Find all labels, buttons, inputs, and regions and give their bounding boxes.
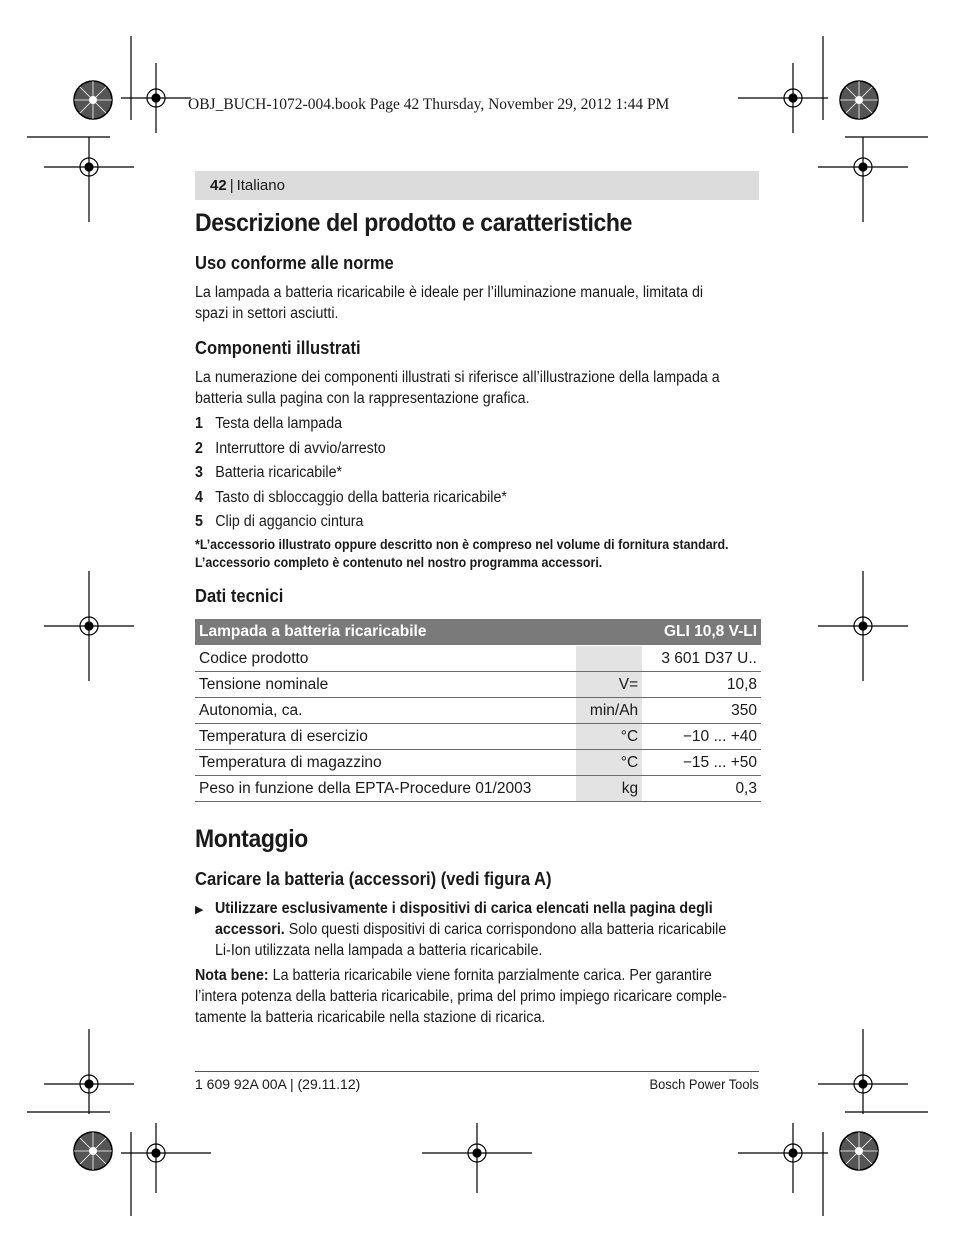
- nota-label: Nota bene:: [195, 967, 269, 984]
- nota-paragraph: [195, 965, 761, 1028]
- item-number: 4: [195, 488, 203, 506]
- uso-line-1: La lampada a batteria ricaricabile è ideale per l’illuminazione manuale, limitata di: [195, 284, 704, 301]
- nota-line-1-rest: La batteria ricaricabile viene fornita parzialmente carica. Per garantire: [268, 967, 712, 984]
- warning-text: [215, 898, 767, 961]
- row-value: 3 601 D37 U..: [642, 646, 761, 672]
- row-unit: [576, 646, 642, 672]
- footer-divider: [195, 1071, 759, 1072]
- row-unit: min/Ah: [576, 698, 642, 724]
- row-label: Autonomia, ca.: [195, 698, 576, 724]
- page-header: [195, 171, 759, 200]
- accessory-note-line-1: *L’accessorio illustrato oppure descritto non è compreso nel volume di fornitura standard.: [195, 537, 729, 552]
- triangle-bullet-icon: ▶: [195, 904, 204, 916]
- row-value: −15 ... +50: [642, 750, 761, 776]
- row-value: 0,3: [642, 776, 761, 802]
- table-row: [195, 698, 761, 724]
- uso-line-2: spazi in settori asciutti.: [195, 305, 339, 322]
- uso-heading: Uso conforme alle norme: [195, 253, 394, 273]
- item-text: Tasto di sbloccaggio della batteria ricaricabile*: [215, 488, 507, 506]
- item-number: 5: [195, 513, 203, 531]
- dati-heading: Dati tecnici: [195, 586, 284, 606]
- accessory-note: [195, 536, 728, 572]
- table-header-unit: [576, 619, 642, 646]
- list-item: [195, 412, 507, 437]
- row-label: Codice prodotto: [195, 646, 576, 672]
- row-label: Temperatura di magazzino: [195, 750, 576, 776]
- table-header-value: GLI 10,8 V-LI: [642, 619, 761, 646]
- item-number: 2: [195, 439, 203, 457]
- footer-brand: Bosch Power Tools: [649, 1076, 759, 1092]
- componenti-line-2: batteria sulla pagina con la rappresentazione grafica.: [195, 390, 530, 407]
- print-slug: OBJ_BUCH-1072-004.book Page 42 Thursday, November 29, 2012 1:44 PM: [188, 96, 670, 113]
- header-separator: |: [229, 177, 234, 194]
- warning-line-2-rest: Solo questi dispositivi di carica corrispondono alla batteria ricaricabile: [284, 921, 727, 938]
- list-item: [195, 461, 507, 486]
- table-row: [195, 646, 761, 672]
- uso-paragraph: [195, 282, 756, 324]
- row-unit: kg: [576, 776, 642, 802]
- warning-bold-line-1: Utilizzare esclusivamente i dispositivi di carica elencati nella pagina degli: [215, 900, 713, 917]
- header-language: Italiano: [236, 177, 285, 194]
- nota-line-3: tamente la batteria ricaricabile nella stazione di ricarica.: [195, 1009, 546, 1026]
- technical-data-table: [195, 619, 761, 802]
- row-unit: °C: [576, 724, 642, 750]
- warning-line-3: Li-Ion utilizzata nella lampada a batteria ricaricabile.: [215, 942, 543, 959]
- componenti-paragraph: [195, 367, 756, 409]
- row-value: 10,8: [642, 672, 761, 698]
- item-text: Batteria ricaricabile*: [215, 464, 343, 482]
- list-item: [195, 486, 507, 511]
- section-title: Descrizione del prodotto e caratteristiche: [195, 209, 632, 237]
- table-row: [195, 776, 761, 802]
- component-list: [195, 412, 534, 535]
- table-row: [195, 672, 761, 698]
- table-row: [195, 750, 761, 776]
- row-label: Peso in funzione della EPTA-Procedure 01/2003: [195, 776, 576, 802]
- list-item: [195, 510, 507, 535]
- item-number: 1: [195, 415, 203, 433]
- page-number: 42: [210, 177, 227, 194]
- item-text: Interruttore di avvio/arresto: [215, 439, 386, 457]
- montaggio-subheading: Caricare la batteria (accessori) (vedi figura A): [195, 869, 552, 889]
- warning-bold-line-2: accessori.: [215, 921, 285, 938]
- table-header-label: Lampada a batteria ricaricabile: [195, 619, 576, 646]
- row-unit: °C: [576, 750, 642, 776]
- table-header-row: [195, 619, 761, 646]
- item-number: 3: [195, 464, 203, 482]
- row-label: Tensione nominale: [195, 672, 576, 698]
- row-unit: V=: [576, 672, 642, 698]
- accessory-note-line-2: L’accessorio completo è contenuto nel nostro programma accessori.: [195, 555, 603, 570]
- row-label: Temperatura di esercizio: [195, 724, 576, 750]
- montaggio-title: Montaggio: [195, 825, 308, 853]
- componenti-line-1: La numerazione dei componenti illustrati si riferisce all’illustrazione della lampada a: [195, 369, 720, 386]
- componenti-heading: Componenti illustrati: [195, 338, 361, 358]
- warning-bullet: [195, 898, 815, 961]
- row-value: −10 ... +40: [642, 724, 761, 750]
- table-row: [195, 724, 761, 750]
- list-item: [195, 437, 507, 462]
- row-value: 350: [642, 698, 761, 724]
- item-text: Testa della lampada: [215, 415, 343, 433]
- footer-doc-number: 1 609 92A 00A | (29.11.12): [195, 1076, 361, 1092]
- item-text: Clip di aggancio cintura: [215, 513, 364, 531]
- nota-line-2: l’intera potenza della batteria ricaricabile, prima del primo impiego ricaricare comple-: [195, 988, 727, 1005]
